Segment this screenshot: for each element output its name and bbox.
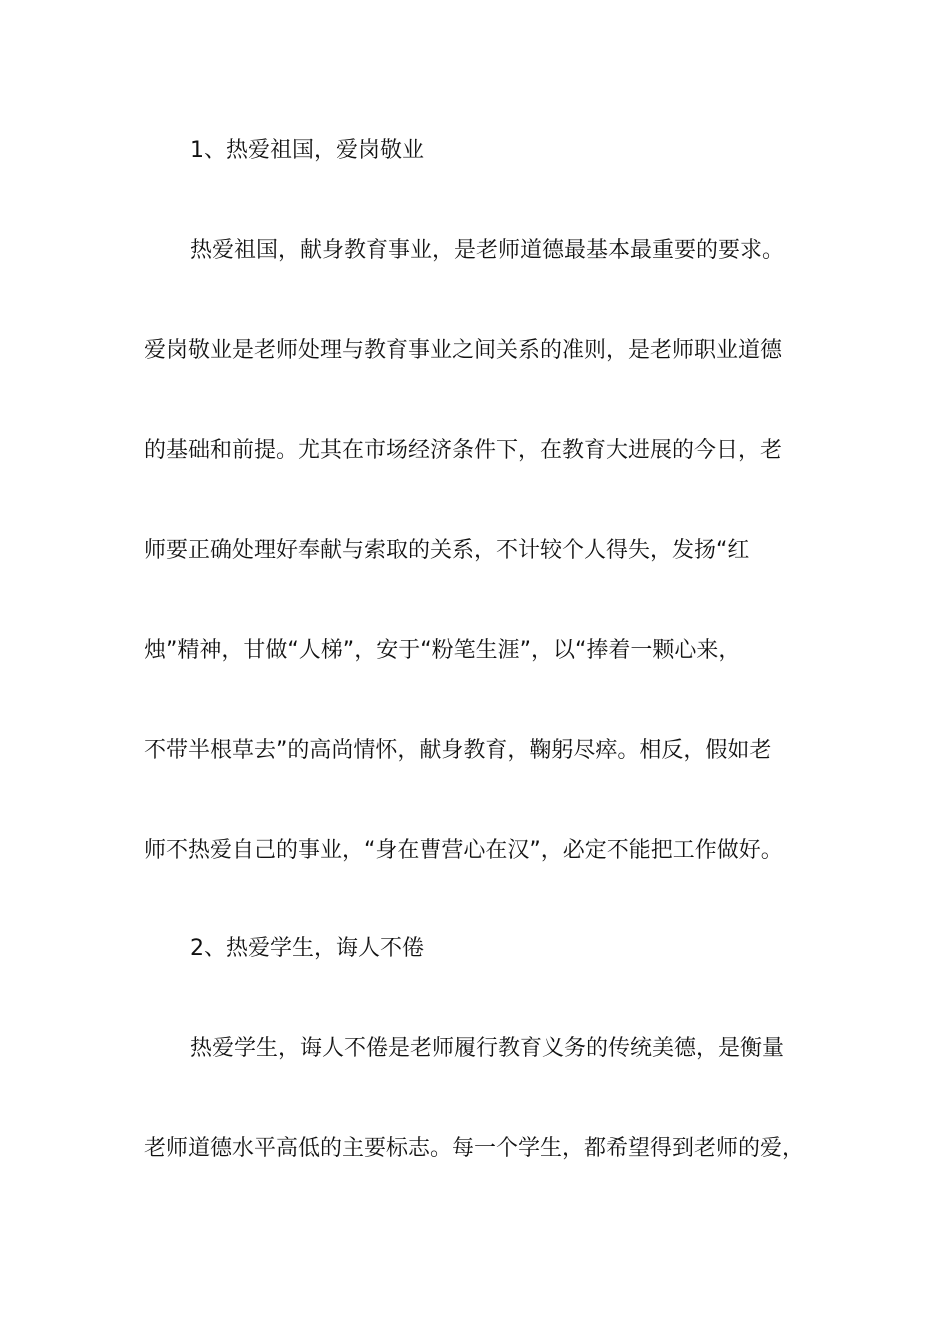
paragraph-line: 不带半根草去”的高尚情怀，献身教育，鞠躬尽瘁。相反，假如老 xyxy=(144,738,772,763)
section-heading-1: 1、热爱祖国，爱岗敬业 xyxy=(190,138,424,163)
section-heading-2: 2、热爱学生，诲人不倦 xyxy=(190,936,424,961)
paragraph-line: 师不热爱自己的事业，“身在曹营心在汉”，必定不能把工作做好。 xyxy=(144,838,783,863)
paragraph-line: 热爱学生，诲人不倦是老师履行教育义务的传统美德，是衡量 xyxy=(190,1036,785,1061)
paragraph-line: 烛”精神，甘做“人梯”，安于“粉笔生涯”，以“捧着一颗心来， xyxy=(144,638,741,663)
paragraph-line: 老师道德水平高低的主要标志。每一个学生，都希望得到老师的爱， xyxy=(144,1136,805,1161)
paragraph-line: 师要正确处理好奉献与索取的关系，不计较个人得失，发扬“红 xyxy=(144,538,750,563)
paragraph-line: 热爱祖国，献身教育事业，是老师道德最基本最重要的要求。 xyxy=(190,238,785,263)
paragraph-line: 爱岗敬业是老师处理与教育事业之间关系的准则，是老师职业道德 xyxy=(144,338,783,363)
paragraph-line: 的基础和前提。尤其在市场经济条件下，在教育大进展的今日，老 xyxy=(144,438,783,463)
